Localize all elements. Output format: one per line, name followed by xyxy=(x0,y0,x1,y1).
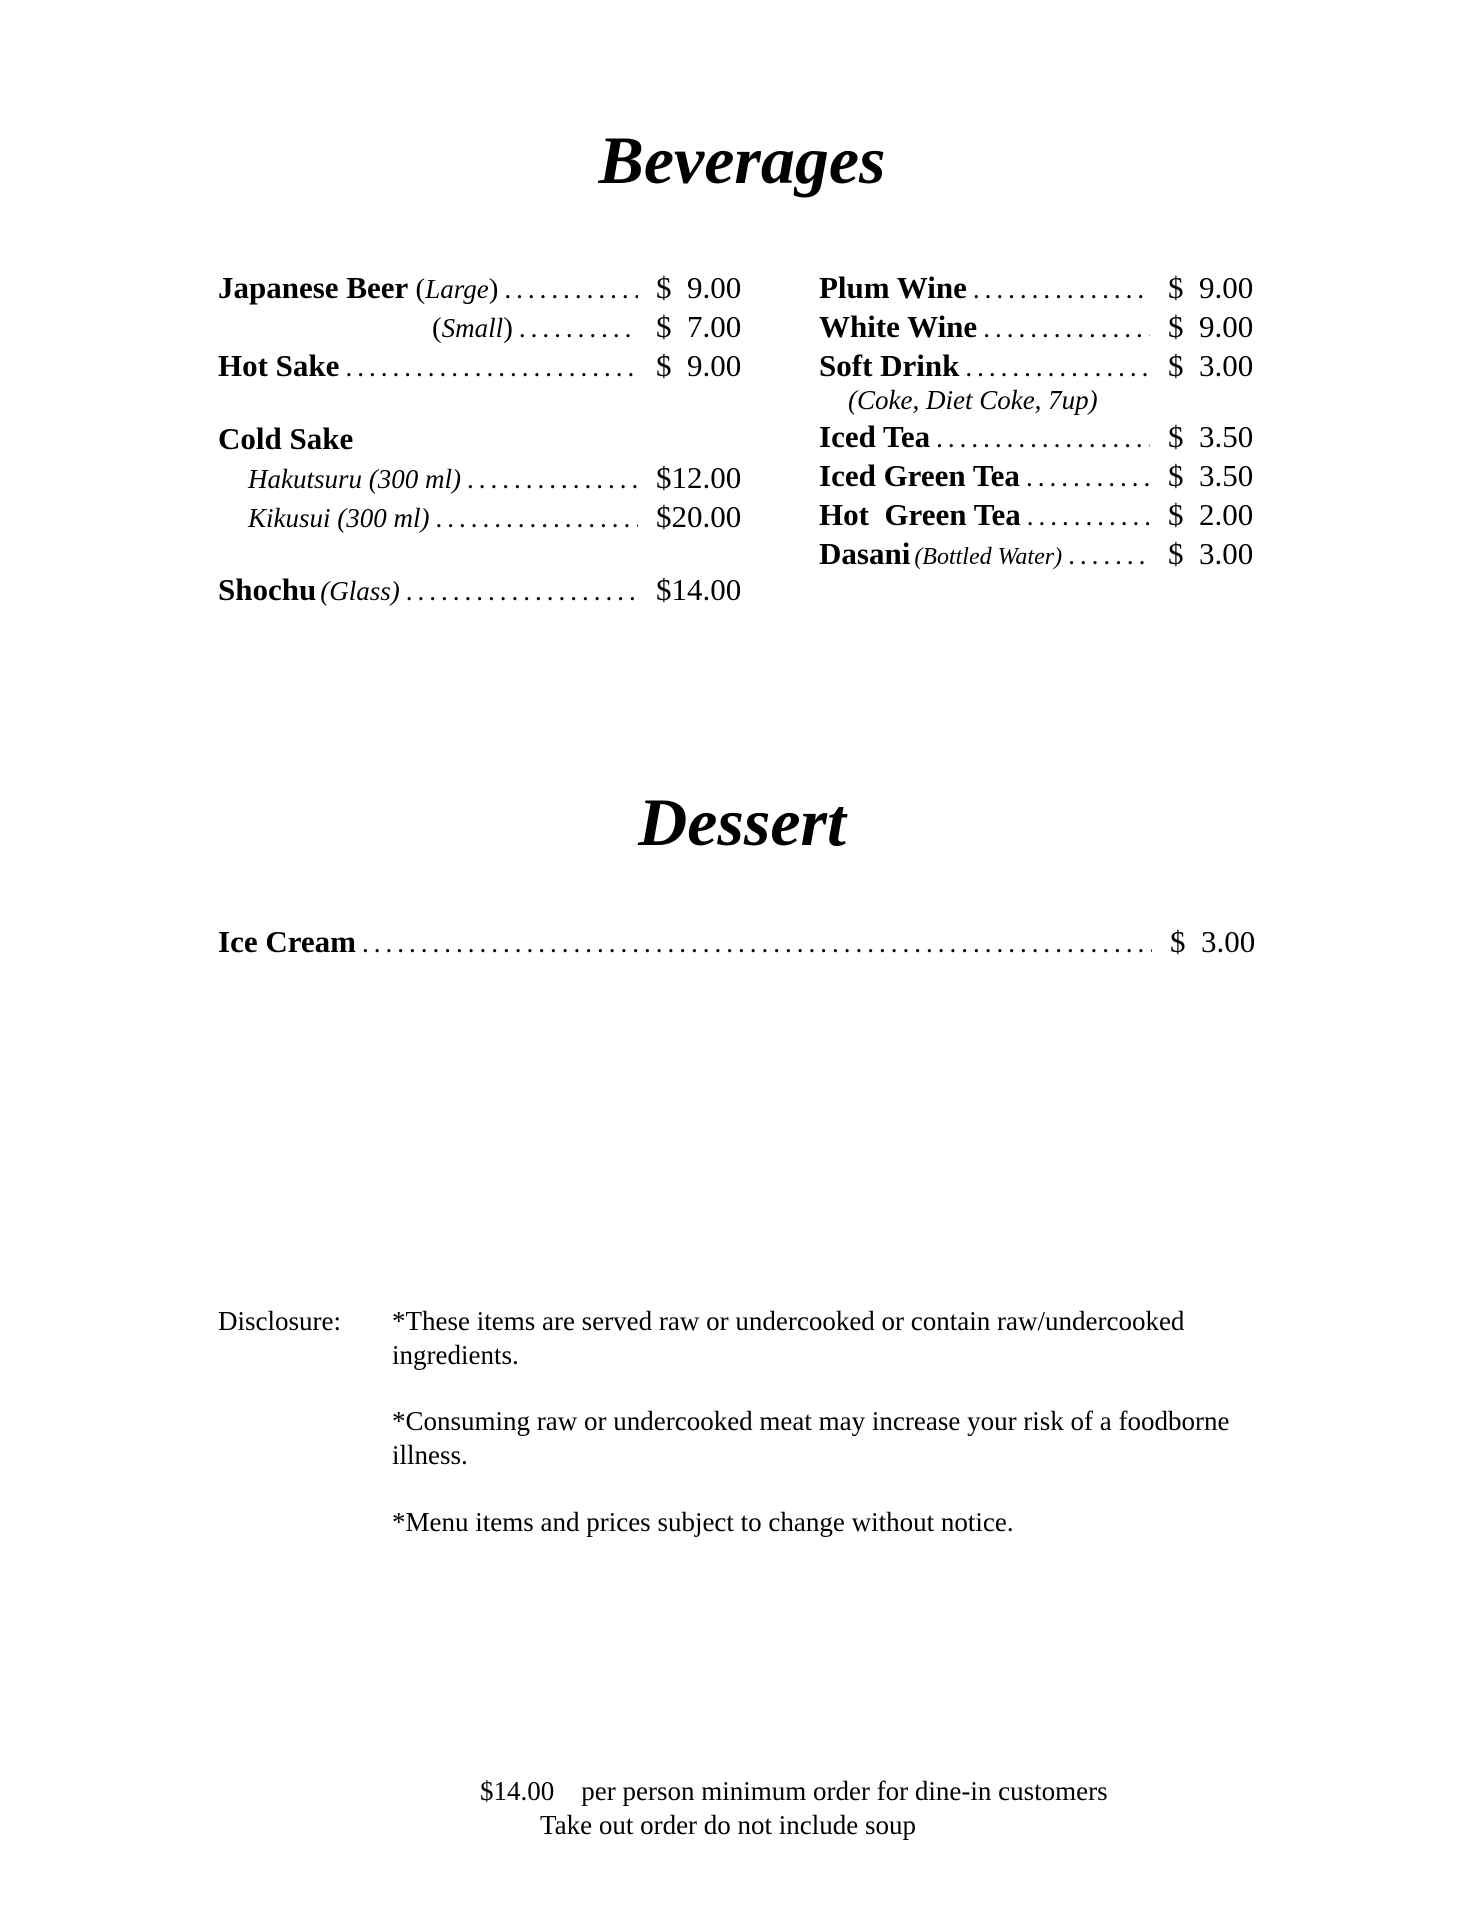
menu-item-shochu xyxy=(218,572,752,611)
item-name: White Wine xyxy=(819,309,978,344)
dot-leader xyxy=(1062,540,1150,571)
item-name: Japanese Beer xyxy=(218,270,409,305)
dessert-title: Dessert xyxy=(638,784,846,860)
menu-item-hot-sake xyxy=(218,348,752,387)
disclosure-label: Disclosure: xyxy=(218,1306,341,1336)
menu-item-iced-green-tea xyxy=(819,458,1264,497)
dot-leader xyxy=(977,313,1150,344)
item-name: Plum Wine xyxy=(819,270,967,305)
item-name: Iced Green Tea xyxy=(819,458,1020,493)
item-price: $ 9.00 xyxy=(656,270,742,305)
menu-item-japanese-beer-large: Japanese Beer ( Large ) ..... $ 9.00 xyxy=(218,270,752,309)
item-name: Ice Cream xyxy=(218,924,357,959)
menu-item-kikusui xyxy=(218,499,752,538)
menu-item-ice-cream xyxy=(218,924,1266,963)
item-name: Dasani xyxy=(819,536,911,571)
menu-item-hot-green-tea xyxy=(819,497,1264,536)
menu-group-cold-sake xyxy=(218,421,752,460)
minimum-order-note: $14.00 per person minimum order for dine-in customers xyxy=(480,1776,1108,1806)
item-price: $ 2.00 xyxy=(1168,497,1254,532)
item-name: Hot Green Tea xyxy=(819,497,1021,532)
disclosure-foodborne-risk: *Consuming raw or undercooked meat may increase your risk of a foodborne illness. xyxy=(392,1406,1230,1470)
take-out-note: Take out order do not include soup xyxy=(540,1810,917,1840)
item-qualifier: (Bottled Water) xyxy=(914,544,1063,570)
footer-notice xyxy=(480,1774,1280,1842)
item-price: $ 7.00 xyxy=(656,309,742,344)
item-price: $12.00 xyxy=(656,460,742,495)
dot-leader xyxy=(930,423,1150,454)
dot-leader xyxy=(498,274,638,305)
dot-leader xyxy=(967,274,1150,305)
menu-item-soft-drink xyxy=(819,348,1264,387)
beverages-title: Beverages xyxy=(598,122,886,198)
item-name: Shochu xyxy=(218,572,317,607)
dot-leader xyxy=(959,352,1150,383)
disclosure-price-change: *Menu items and prices subject to change without notice. xyxy=(392,1507,1014,1537)
dessert-section xyxy=(218,924,1266,963)
item-price: $ 9.00 xyxy=(1168,309,1254,344)
menu-item-hakutsuru xyxy=(218,460,752,499)
group-name: Cold Sake xyxy=(218,421,354,456)
soft-drink-options-note: (Coke, Diet Coke, 7up) xyxy=(848,385,1098,415)
dot-leader xyxy=(461,464,638,495)
item-price: $ 3.00 xyxy=(1168,536,1254,571)
item-size-label: Large xyxy=(425,274,489,304)
item-price: $ 3.50 xyxy=(1168,458,1254,493)
item-price: $14.00 xyxy=(656,572,742,607)
dot-leader xyxy=(513,313,638,344)
item-price: $ 3.00 xyxy=(1168,348,1254,383)
item-name: Soft Drink xyxy=(819,348,960,383)
dot-leader xyxy=(1021,501,1150,532)
dot-leader xyxy=(400,576,638,607)
item-name: Hakutsuru (300 ml) xyxy=(248,464,461,494)
item-price: $ 3.50 xyxy=(1168,419,1254,454)
beverages-right-column xyxy=(819,270,1264,575)
dot-leader xyxy=(356,928,1152,959)
item-price: $ 9.00 xyxy=(1168,270,1254,305)
item-price: $ 9.00 xyxy=(656,348,742,383)
item-price: $20.00 xyxy=(656,499,742,534)
menu-item-japanese-beer-small: ( Small ) ..... $ 7.00 xyxy=(218,309,752,348)
menu-item-dasani xyxy=(819,536,1264,575)
dot-leader xyxy=(339,352,638,383)
dot-leader xyxy=(1020,462,1150,493)
menu-item-iced-tea xyxy=(819,419,1264,458)
item-name: Hot Sake xyxy=(218,348,340,383)
dot-leader xyxy=(430,503,639,534)
disclosure-raw-items: *These items are served raw or undercooked or contain raw/undercooked ingredients. xyxy=(392,1306,1185,1370)
item-name: Kikusui (300 ml) xyxy=(248,503,430,533)
menu-item-plum-wine xyxy=(819,270,1264,309)
item-size-label: Small xyxy=(441,313,504,343)
beverages-left-column xyxy=(218,270,752,611)
menu-item-white-wine xyxy=(819,309,1264,348)
item-price: $ 3.00 xyxy=(1170,924,1256,959)
item-qualifier: (Glass) xyxy=(320,576,400,606)
item-name: Iced Tea xyxy=(819,419,931,454)
